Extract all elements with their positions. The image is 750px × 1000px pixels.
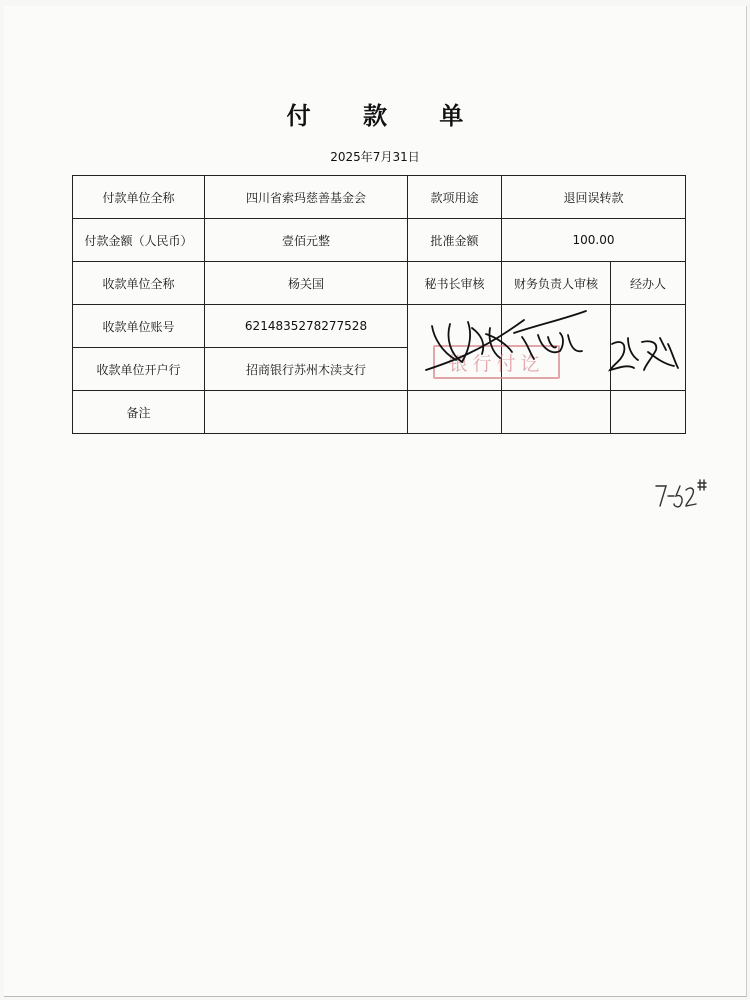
table-row (73, 262, 686, 305)
secretary-review-label: 秘书长审核 (408, 262, 502, 305)
purpose-label: 款项用途 (408, 176, 502, 219)
table-row (73, 391, 686, 434)
remarks-value (205, 391, 408, 434)
payer-name-value: 四川省索玛慈善基金会 (205, 176, 408, 219)
payee-name-label: 收款单位全称 (73, 262, 205, 305)
payment-form-table (72, 175, 686, 434)
remarks-blank-cell (502, 391, 611, 434)
approved-amount-value: 100.00 (502, 219, 686, 262)
document-date: 2025年7月31日 (330, 150, 420, 164)
purpose-value: 退回误转款 (502, 176, 686, 219)
account-value: 6214835278277528 (205, 305, 408, 348)
handler-signature-cell (611, 305, 686, 391)
account-label: 收款单位账号 (73, 305, 205, 348)
stamp-text: 银行付讫 (448, 352, 545, 375)
remarks-blank-cell (611, 391, 686, 434)
handwritten-note-icon (652, 476, 712, 516)
table-row (73, 219, 686, 262)
handler-label: 经办人 (611, 262, 686, 305)
finance-review-label: 财务负责人审核 (502, 262, 611, 305)
document-title: 付 款 单 (286, 102, 486, 130)
table-row (73, 176, 686, 219)
approved-amount-label: 批准金额 (408, 219, 502, 262)
bank-value: 招商银行苏州木渎支行 (205, 348, 408, 391)
remarks-label: 备注 (73, 391, 205, 434)
payer-name-label: 付款单位全称 (73, 176, 205, 219)
bank-label: 收款单位开户行 (73, 348, 205, 391)
bank-paid-stamp (433, 345, 560, 379)
remarks-blank-cell (408, 391, 502, 434)
payee-name-value: 杨关国 (205, 262, 408, 305)
amount-label: 付款金额（人民币） (73, 219, 205, 262)
amount-value: 壹佰元整 (205, 219, 408, 262)
table-row (73, 305, 686, 348)
